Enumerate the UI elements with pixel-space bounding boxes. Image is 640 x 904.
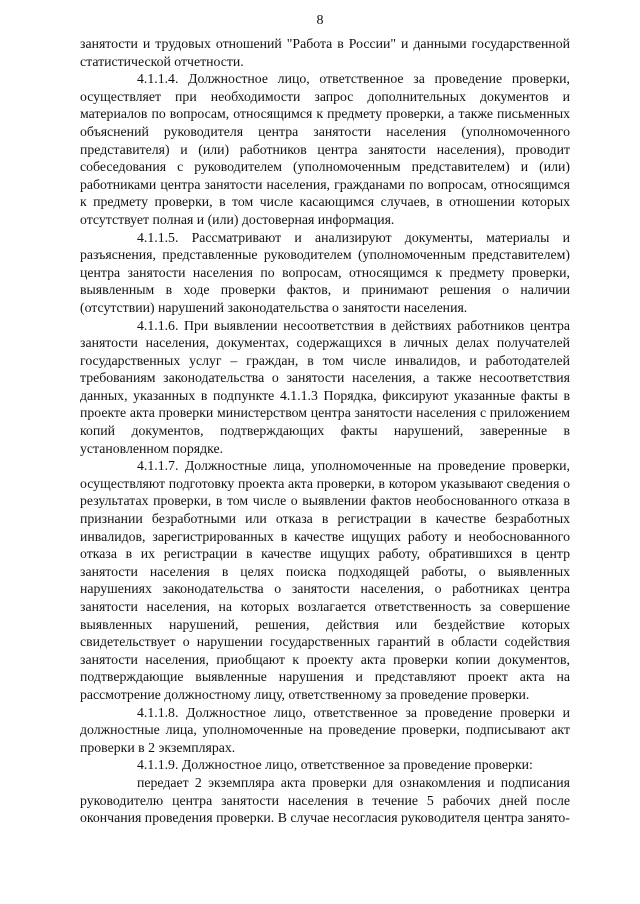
paragraph-4-1-1-4: 4.1.1.4. Должностное лицо, ответственное за проведение проверки, осуществляет при необходимости запрос дополнительных документов и материалов по вопросам, относящимся к предмету проверки, а также письменных объяснений руководителя центра занятости населения (уполномоченного представителя) и (или) работников центра занятости населения), проводит собеседования с руководителем (уполномоченным представителем) и (или) работниками центра занятости населения, гражданами по вопросам, относящимся к предмету проверки, в том числе касающимся случаев, в отношении которых отсутствует полная и (или) достоверная информация. (80, 71, 570, 227)
paragraph-4-1-1-7: 4.1.1.7. Должностные лица, уполномоченные на проведение проверки, осуществляют подготовку проекта акта проверки, в котором указывают сведения о результатах проверки, в том числе о выявлении фактов необоснованного отказа в признании безработными или отказа в регистрации в качестве безработных инвалидов, зарегистрированных в качестве ищущих работу и необоснованного отказа в их регистрации в качестве ищущих работу, обратившихся в центр занятости населения в целях поиска подходящей работы, о выявленных нарушениях законодательства о занятости населения, о работниках центра занятости населения, на которых возлагается ответственность за совершение выявленных нарушений, решения, действия или бездействие которых свидетельствует о нарушении государственных гарантий в области содействия занятости населения, приобщают к проекту акта проверки копии документов, подтверждающие выявленные нарушения и представляют проект акта на рассмотрение должностному лицу, ответственному за проведение проверки. (80, 458, 570, 702)
paragraph-4-1-1-8: 4.1.1.8. Должностное лицо, ответственное за проведение проверки и должностные лица, уполномоченные на проведение проверки, подписывают акт проверки в 2 экземплярах. (80, 704, 570, 755)
paragraph-continuation: занятости и трудовых отношений "Работа в России" и данными государственной статистической отчетности. (80, 36, 570, 69)
paragraph-4-1-1-9-text: передает 2 экземпляра акта проверки для ознакомления и подписания руководителю центра занятости населения в течение 5 рабочих дней после окончания проведения проверки. В случае несогласия руководителя центра занято- (80, 774, 570, 826)
paragraph-4-1-1-5: 4.1.1.5. Рассматривают и анализируют документы, материалы и разъяснения, представленные руководителем (уполномоченным представителем) центра занятости населения по вопросам, относящимся к предмету проверки, выявленным в ходе проверки фактов, и принимают решения о наличии (отсутствии) нарушений законодательства о занятости населения. (80, 229, 570, 315)
paragraph-4-1-1-9: 4.1.1.9. Должностное лицо, ответственное за проведение проверки: (137, 757, 533, 773)
page-number: 8 (316, 13, 324, 28)
paragraph-4-1-1-6: 4.1.1.6. При выявлении несоответствия в действиях работников центра занятости населения, документах, содержащихся в личных делах получателей государственных услуг – граждан, в том числе инвалидов, и работодателей требованиям законодательства о занятости населения, а также несоответствия данных, указанных в подпункте 4.1.1.3 Порядка, фиксируют указанные факты в проекте акта проверки министерством центра занятости населения с приложением копий документов, подтверждающих факты нарушений, заверенные в установленном порядке. (80, 317, 570, 456)
document-body (80, 35, 570, 827)
